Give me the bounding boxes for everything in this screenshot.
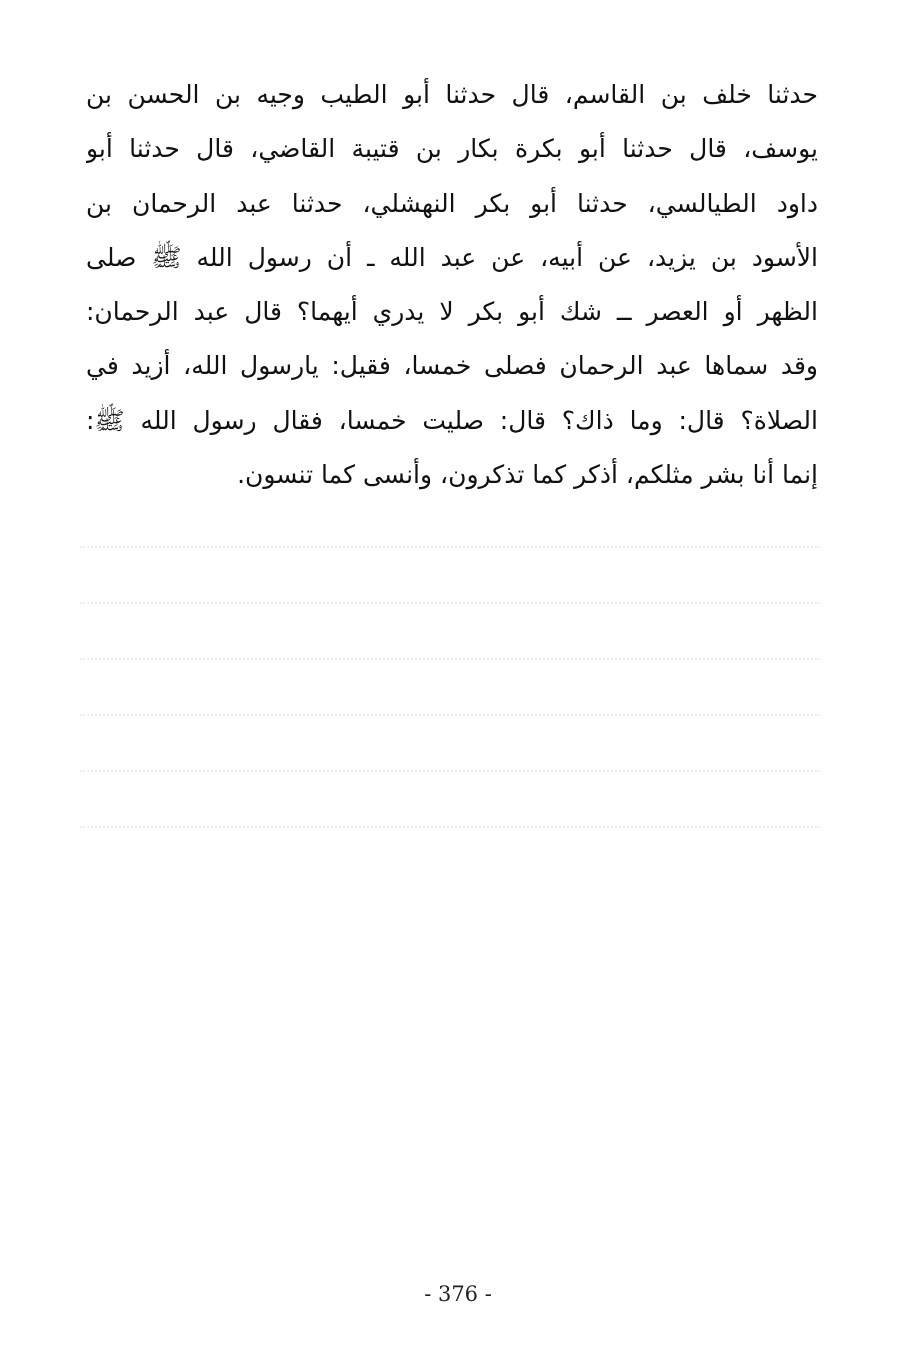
page-number: - 376 - [424,1282,492,1306]
text-line-7: الصلاة؟ قال: وما ذاك؟ قال: صليت خمسا، فقال رسول الله ﷺ: [86,405,818,435]
show-through-line [80,714,820,718]
text-line-4: الأسود بن يزيد، عن أبيه، عن عبد الله ـ أن رسول الله ﷺ صلى [86,242,818,272]
text-line-1: حدثنا خلف بن القاسم، قال حدثنا أبو الطيب وجيه بن الحسن بن [86,80,818,109]
show-through-line [80,826,820,830]
show-through-line [80,658,820,662]
show-through-line [80,770,820,774]
hadith-paragraph [86,68,818,502]
show-through-texture [80,520,820,980]
text-line-8: إنما أنا بشر مثلكم، أذكر كما تذكرون، وأنسى كما تنسون. [237,460,818,490]
text-line-6: وقد سماها عبد الرحمان فصلى خمسا، فقيل: يارسول الله، أزيد في [86,351,818,381]
text-line-3: داود الطيالسي، حدثنا أبو بكر النهشلي، حدثنا عبد الرحمان بن [86,188,818,218]
text-line-5: الظهر أو العصر ــ شك أبو بكر لا يدري أيهما؟ قال عبد الرحمان: [86,297,818,327]
show-through-line [80,546,820,550]
show-through-line [80,602,820,606]
text-line-2: يوسف، قال حدثنا أبو بكرة بكار بن قتيبة القاضي، قال حدثنا أبو [86,134,818,164]
